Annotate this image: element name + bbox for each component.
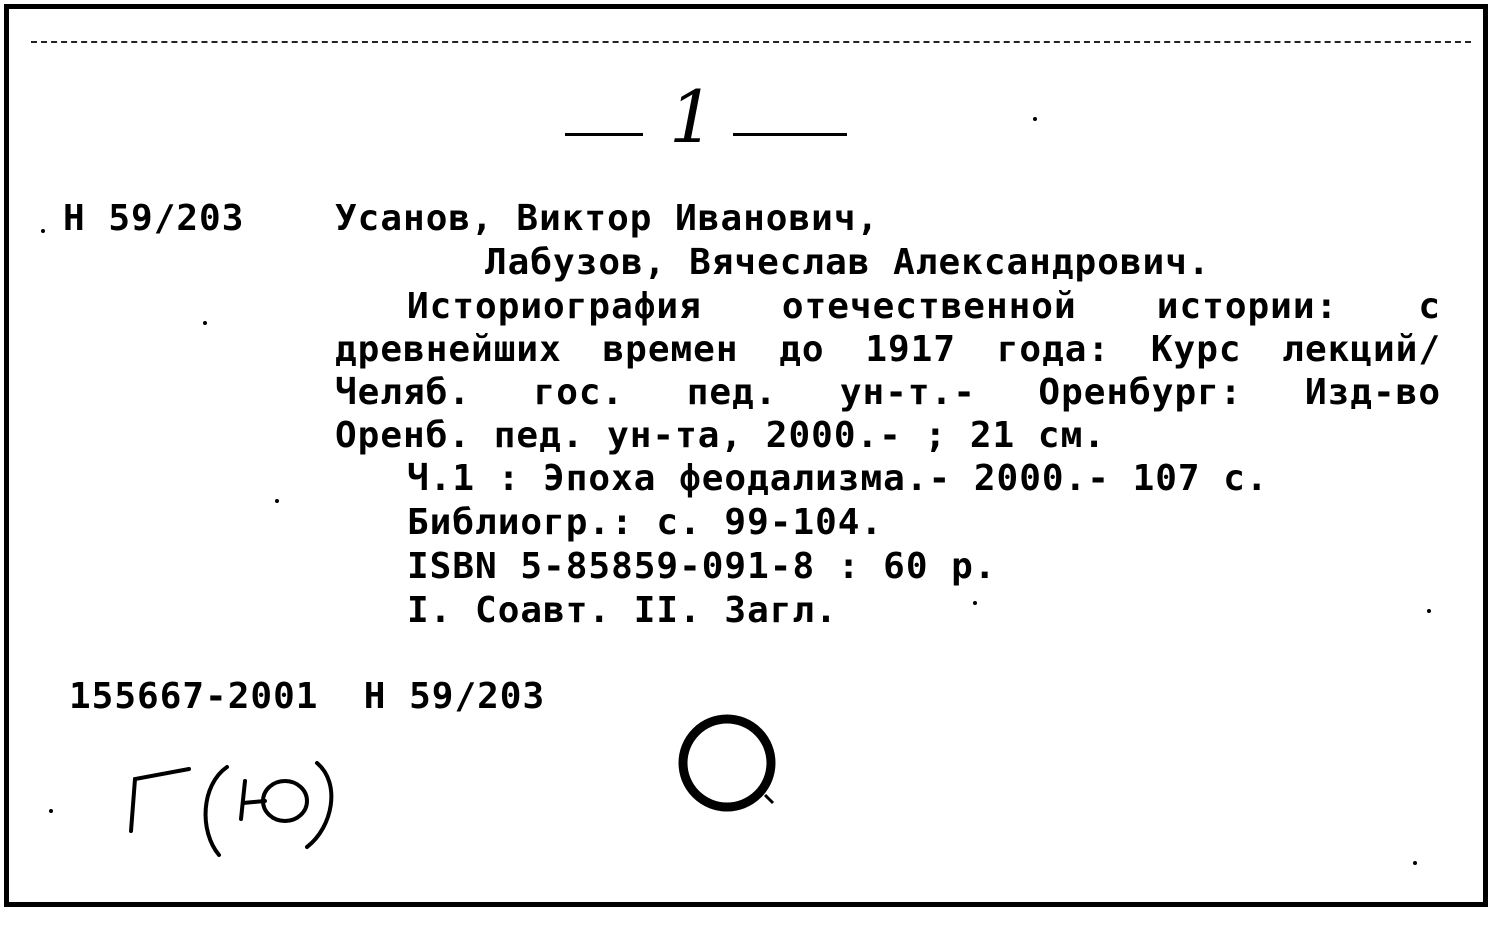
author-line: Усанов, Виктор Иванович,	[335, 198, 880, 239]
catalog-card	[4, 4, 1488, 907]
speck	[973, 601, 977, 605]
number-dash-left	[565, 133, 643, 136]
speck	[41, 229, 45, 233]
title-line-4: Оренб. пед. ун-та, 2000.- ; 21 см.	[335, 415, 1106, 456]
speck	[1413, 861, 1417, 865]
speck	[1427, 609, 1431, 613]
tracing-line: I. Соавт. II. Загл.	[407, 590, 838, 631]
title-line-1: Историография отечественной истории: с	[407, 286, 1441, 327]
speck	[1033, 117, 1037, 121]
call-number: Н 59/203	[63, 198, 245, 239]
number-dash-right	[733, 133, 847, 136]
part-line: Ч.1 : Эпоха феодализма.- 2000.- 107 с.	[407, 458, 1269, 499]
coauthor-line: Лабузов, Вячеслав Александрович.	[485, 242, 1211, 283]
bibliography-line: Библиогр.: с. 99-104.	[407, 502, 884, 543]
speck	[275, 499, 279, 503]
record-number: 155667-2001 Н 59/203	[69, 676, 546, 717]
handwritten-mark	[119, 749, 349, 859]
card-number: 1	[669, 75, 715, 159]
title-line-2: древнейших времен до 1917 года: Курс лекций/	[335, 329, 1441, 370]
title-line-3: Челяб. гос. пед. ун-т.- Оренбург: Изд-во	[335, 372, 1441, 413]
top-dashed-line	[31, 41, 1471, 43]
punch-hole-circle	[669, 709, 789, 829]
speck	[203, 321, 207, 325]
isbn-line: ISBN 5-85859-091-8 : 60 р.	[407, 546, 997, 587]
speck	[49, 809, 53, 813]
